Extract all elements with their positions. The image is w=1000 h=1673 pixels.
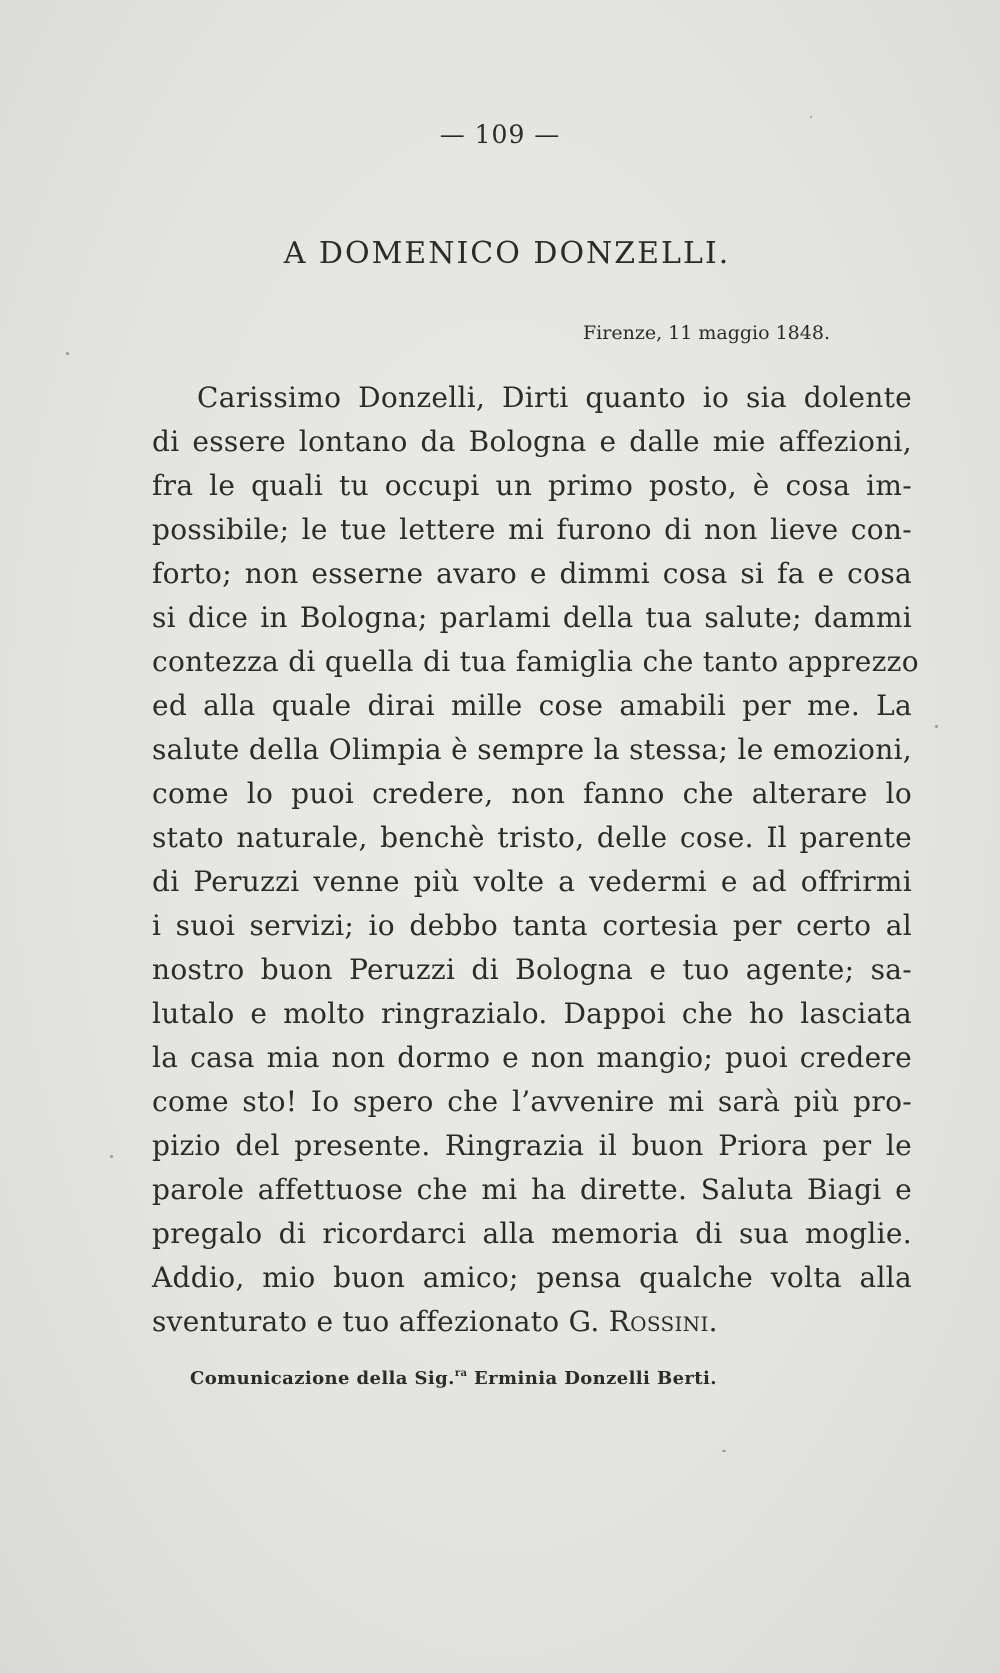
letter-line: di essere lontano da Bologna e dalle mie affezioni, [152,425,912,458]
letter-closing-line [152,1300,912,1344]
letter-line: si dice in Bologna; parlami della tua salute; dammi [152,601,912,634]
paper-speck [935,725,938,728]
paper-speck [810,116,812,118]
letter-line: pregalo di ricordarci alla memoria di sua moglie. [152,1217,912,1250]
letter-line: fra le quali tu occupi un primo posto, è cosa im- [152,469,912,502]
source-note [190,1368,717,1389]
letter-line: lutalo e molto ringrazialo. Dappoi che ho lasciata [152,997,912,1030]
letter-line: forto; non esserne avaro e dimmi cosa si fa e cosa [152,557,912,590]
letter-line: contezza di quella di tua famiglia che tanto apprezzo [152,645,919,678]
letter-dateline: Firenze, 11 maggio 1848. [583,322,830,344]
letter-line: come sto! Io spero che l’avvenire mi sarà più pro- [152,1085,912,1118]
page-number: — 109 — [439,120,561,149]
letter-title: A DOMENICO DONZELLI. [283,236,731,271]
source-note-prefix: Comunicazione della Sig. [190,1368,455,1389]
closing-text: sventurato e tuo affezionato G. [152,1305,609,1338]
paper-speck [722,1450,726,1452]
letter-line: di Peruzzi venne più volte a vedermi e ad offrirmi [152,865,912,898]
letter-line: possibile; le tue lettere mi furono di non lieve con- [152,513,912,546]
source-note-superscript: ra [454,1368,468,1379]
paper-speck [110,1155,113,1158]
letter-line: parole affettuose che mi ha dirette. Saluta Biagi e [152,1173,912,1206]
source-note-suffix: Erminia Donzelli Berti. [467,1368,717,1389]
letter-line: salute della Olimpia è sempre la stessa; le emozioni, [152,733,912,766]
letter-line: Addio, mio buon amico; pensa qualche volta alla [152,1261,912,1294]
paper-speck [66,352,69,355]
letter-line: la casa mia non dormo e non mangio; puoi credere [152,1041,912,1074]
letter-line: i suoi servizi; io debbo tanta cortesia per certo al [152,909,912,942]
letter-line: come lo puoi credere, non fanno che alterare lo [152,777,912,810]
letter-line: Carissimo Donzelli, Dirti quanto io sia dolente [197,381,912,414]
letter-body [152,376,919,1344]
letter-line: nostro buon Peruzzi di Bologna e tuo agente; sa- [152,953,912,986]
signature: Rossini. [608,1305,718,1338]
letter-line: pizio del presente. Ringrazia il buon Priora per le [152,1129,912,1162]
letter-line: ed alla quale dirai mille cose amabili per me. La [152,689,912,722]
letter-line: stato naturale, benchè tristo, delle cose. Il parente [152,821,912,854]
